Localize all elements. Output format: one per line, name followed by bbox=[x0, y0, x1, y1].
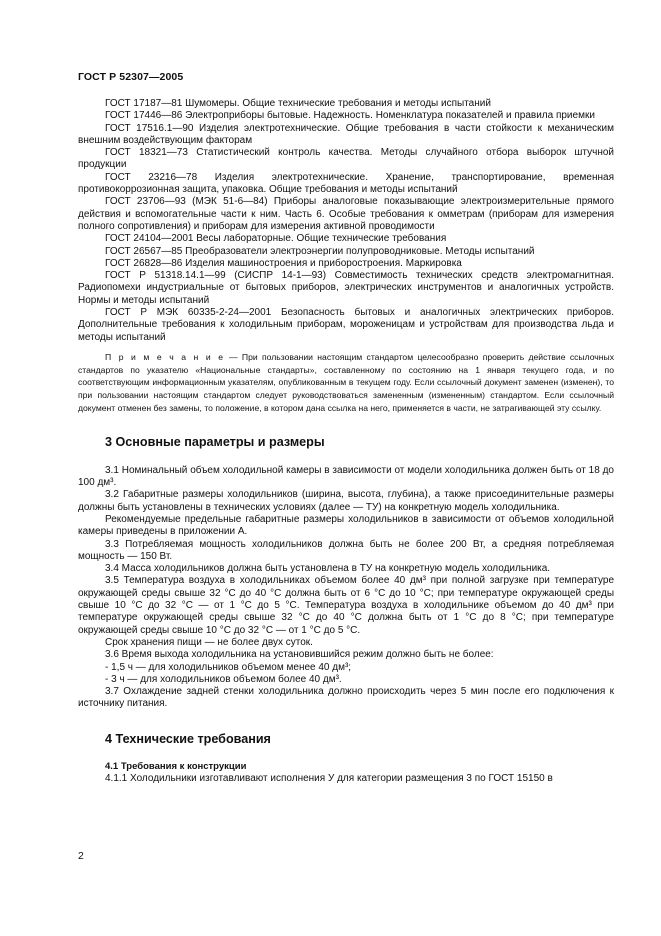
page-header: ГОСТ Р 52307—2005 bbox=[78, 71, 184, 83]
storage-term: Срок хранения пищи — не более двух суток. bbox=[105, 636, 313, 648]
reference-item: ГОСТ 18321—73 Статистический контроль качества. Методы случайного отбора выборок штучной продукции bbox=[78, 147, 614, 171]
section-3-heading: 3 Основные параметры и размеры bbox=[105, 435, 325, 450]
clause-3-6: 3.6 Время выхода холодильника на установившийся режим должно быть не более: bbox=[105, 649, 494, 661]
reference-item: ГОСТ 17516.1—90 Изделия электротехнические. Общие требования в части стойкости к механическим внешним воздействующим факторам bbox=[78, 122, 614, 146]
clause-3-7: 3.7 Охлаждение задней стенки холодильника должно происходить через 5 мин после его подключения к источнику питания. bbox=[78, 686, 614, 710]
page-number: 2 bbox=[78, 850, 84, 862]
list-item: - 1,5 ч — для холодильников объемом менее 40 дм³; bbox=[105, 661, 352, 673]
clause-3-3: 3.3 Потребляемая мощность холодильников должна быть не более 200 Вт, а средняя потребляемая мощность — 150 Вт. bbox=[78, 538, 614, 562]
note-paragraph bbox=[78, 351, 614, 415]
reference-item: ГОСТ Р 51318.14.1—99 (СИСПР 14-1—93) Совместимость технических средств электромагнитная. Радиопомехи индустриальные от бытовых приборов, электрических инструментов и аналогичных устройств. Нормы и методы испытаний bbox=[78, 270, 614, 306]
reference-item: ГОСТ 26828—86 Изделия машиностроения и приборостроения. Маркировка bbox=[105, 257, 462, 269]
reference-item: ГОСТ 17187—81 Шумомеры. Общие технические требования и методы испытаний bbox=[105, 98, 491, 109]
references-list bbox=[78, 98, 614, 344]
reference-item: ГОСТ 23706—93 (МЭК 51-6—84) Приборы аналоговые показывающие электроизмерительные прямого действия и вспомогательные части к ним. Часть 6. Особые требования к омметрам (приборам для измерения полного сопротивления) и приборам для измерения активной проводимости bbox=[78, 196, 614, 232]
reference-item: ГОСТ 24104—2001 Весы лабораторные. Общие технические требования bbox=[105, 233, 447, 245]
reference-item: ГОСТ 23216—78 Изделия электротехнические. Хранение, транспортирование, временная противокоррозионная защита, упаковка. Общие требования и методы испытаний bbox=[78, 171, 614, 196]
clause-3-5: 3.5 Температура воздуха в холодильниках объемом более 40 дм³ при полной загрузке при температуре окружающей среды свыше 32 °С до 40 °С должна быть от 6 °С до 10 °С; при температуре окружающей среды свыше 10 °С до 32 °С — от 1 °С до 5 °С. Температура воздуха в холодильнике объемом до 40 дм³ при температуре окружающей среды свыше 32 °С до 40 °С должна быть от 1 °С до 8 °С; при температуре окружающей среды свыше 10 °С до 32 °С — от 1 °С до 5 °С. bbox=[78, 575, 614, 636]
clause-3-2-recommendation: Рекомендуемые предельные габаритные размеры холодильников в зависимости от объемов холодильной камеры приведены в приложении А. bbox=[78, 513, 614, 538]
reference-item: ГОСТ 17446—86 Электроприборы бытовые. Надежность. Номенклатура показателей и правила приемки bbox=[105, 110, 595, 122]
note-label: П р и м е ч а н и е bbox=[105, 351, 225, 362]
page-body bbox=[78, 98, 614, 786]
clause-3-4: 3.4 Масса холодильников должна быть установлена в ТУ на конкретную модель холодильника. bbox=[105, 563, 551, 575]
section-4-heading: 4 Технические требования bbox=[105, 731, 271, 746]
note-text: — При пользовании настоящим стандартом целесообразно проверить действие ссылочных стандартов по указателю «Национальные стандарты», составленному по состоянию на 1 января текущего года, и по соответствующим информационным указателям, опубликованным в текущем году. Если ссылочный документ заменен (изменен), то при пользовании настоящим стандартом следует руководствоваться замененным (измененным) стандартом. Если ссылочный документ отменен без замены, то положение, в котором дана ссылка на него, применяется в части, не затрагивающей эту ссылку. bbox=[78, 351, 615, 413]
clause-4-1-1: 4.1.1 Холодильники изготавливают исполнения У для категории размещения 3 по ГОСТ 15150 в bbox=[105, 773, 553, 785]
clause-3-2: 3.2 Габаритные размеры холодильников (ширина, высота, глубина), а также присоединительные размеры должны быть установлены в технических условиях (далее — ТУ) на конкретную модель холодильника. bbox=[78, 489, 614, 513]
clause-3-1: 3.1 Номинальный объем холодильной камеры в зависимости от модели холодильника должен быть от 18 до 100 дм³. bbox=[78, 464, 614, 489]
subsection-4-1-heading: 4.1 Требования к конструкции bbox=[105, 760, 247, 772]
reference-item: ГОСТ Р МЭК 60335-2-24—2001 Безопасность бытовых и аналогичных электрических приборов. Дополнительные требования к холодильным приборам, мороженицам и устройствам для производства льда и методы испытаний bbox=[78, 307, 614, 343]
reference-item: ГОСТ 26567—85 Преобразователи электроэнергии полупроводниковые. Методы испытаний bbox=[105, 245, 535, 257]
list-item: - 3 ч — для холодильников объемом более 40 дм³. bbox=[105, 673, 342, 685]
